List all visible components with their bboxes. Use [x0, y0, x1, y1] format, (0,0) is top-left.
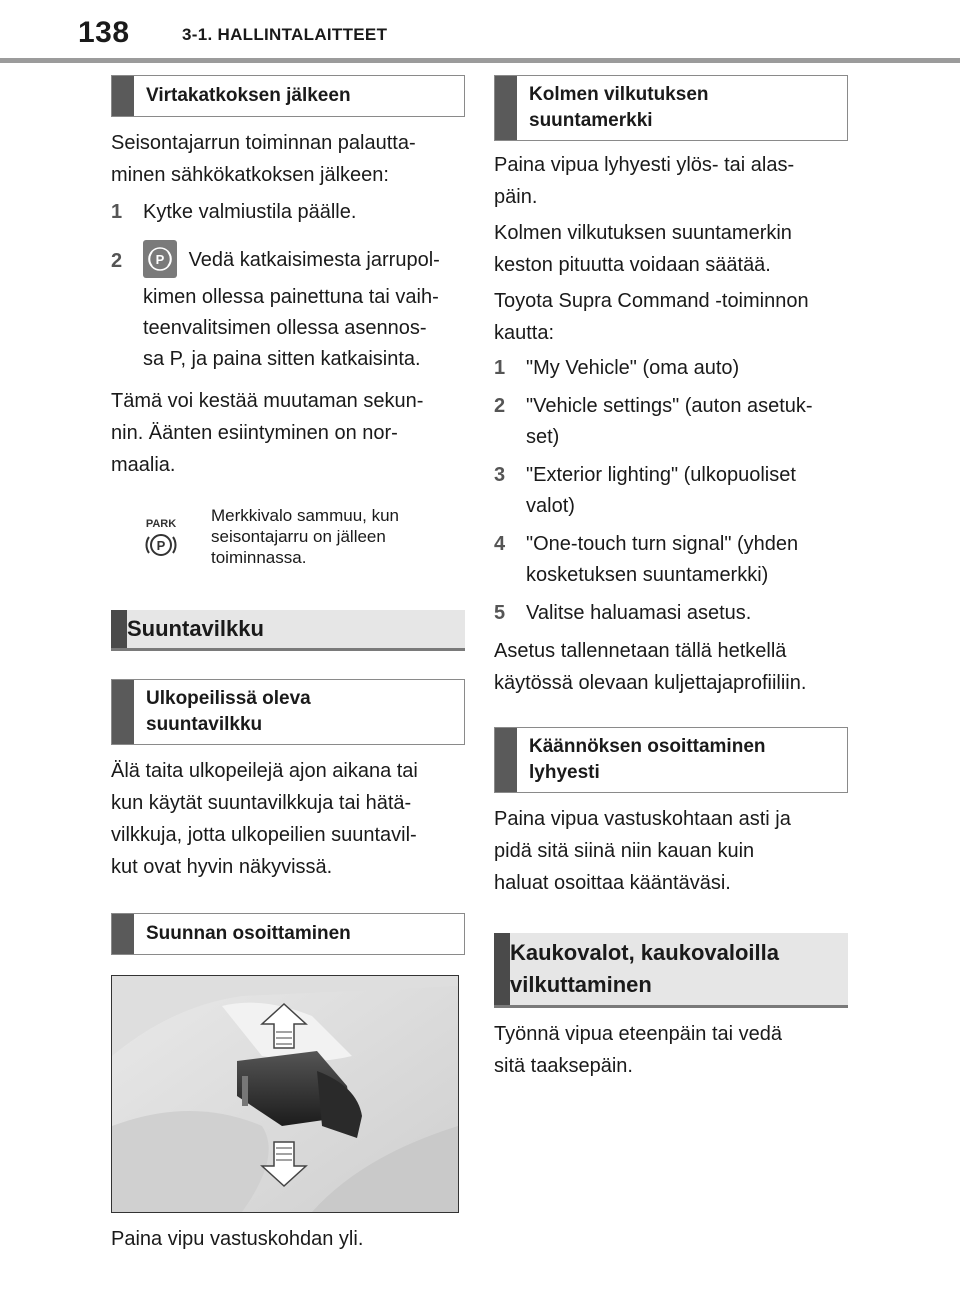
paragraph: [494, 149, 848, 213]
subheading-box-mirror-signal: [111, 679, 465, 745]
step-number: 1: [494, 357, 506, 379]
text-line: Kolmen vilkutuksen suuntamerkin: [494, 222, 792, 244]
step-number: 1: [111, 201, 123, 223]
text-line: nin. Äänten esiintyminen on nor-: [111, 422, 398, 444]
chapter-title: 3-1. HALLINTALAITTEET: [182, 25, 388, 44]
step-number: 5: [494, 602, 506, 624]
after-paragraph: [111, 385, 465, 481]
step-text: "My Vehicle" (oma auto): [526, 357, 740, 379]
subheading-text: [517, 729, 778, 791]
step-text: Kytke valmiustila päälle.: [143, 201, 357, 223]
step-text: Valitse haluamasi asetus.: [526, 602, 752, 624]
parking-brake-switch-icon: [143, 240, 177, 278]
text-line: keston pituutta voidaan säätää.: [494, 254, 771, 276]
text-line: Kolmen vilkutuksen: [529, 84, 709, 105]
subheading-text: [517, 77, 721, 139]
subheading-box-direction: [111, 913, 465, 955]
text-line: Vedä katkaisimesta jarrupol-: [188, 249, 440, 271]
text-line: vilkuttaminen: [510, 972, 652, 997]
text-line: Asetus tallennetaan tällä hetkellä: [494, 640, 787, 662]
text-line: Työnnä vipua eteenpäin tai vedä: [494, 1023, 782, 1045]
step-number: 4: [494, 533, 506, 555]
steps-list: [111, 197, 465, 375]
subheading-bar: [112, 914, 134, 954]
step-number: 2: [494, 395, 506, 417]
text-line: suuntavilkku: [146, 714, 263, 735]
text-line: kut ovat hyvin näkyvissä.: [111, 856, 333, 878]
text-line: Paina vipua lyhyesti ylös- tai alas-: [494, 154, 795, 176]
subheading-box-short-indication: [494, 727, 848, 793]
text-line: käytössä olevaan kuljettajaprofiiliin.: [494, 672, 807, 694]
step-text: "One-touch turn signal" (yhden kosketuksen suuntamerkki): [526, 533, 799, 586]
section-heading-turn-signal: [111, 610, 465, 651]
subheading-bar: [495, 728, 517, 792]
section-text: [510, 937, 779, 1001]
right-column: [494, 75, 848, 1082]
section-bar: [111, 610, 127, 648]
paragraph: [494, 217, 848, 281]
text-line: Ulkopeilissä oleva: [146, 688, 311, 709]
step-item: [494, 391, 848, 453]
settings-steps-list: [494, 353, 848, 629]
paragraph: [494, 285, 848, 349]
text-line: pidä sitä siinä niin kauan kuin: [494, 840, 755, 862]
subheading-text: Virtakatkoksen jälkeen: [146, 85, 351, 106]
step-item: [111, 197, 465, 228]
text-line: sa P, ja paina sitten katkaisinta.: [143, 348, 421, 370]
paragraph: [494, 1018, 848, 1082]
subheading-box-three-blink: [494, 75, 848, 141]
text-line: maalia.: [111, 454, 176, 476]
paragraph: [494, 803, 848, 899]
step-number: 2: [111, 250, 123, 272]
text-line: Älä taita ulkopeilejä ajon aikana tai: [111, 760, 418, 782]
subheading-bar: [112, 76, 134, 116]
turn-signal-lever-figure: [111, 975, 459, 1213]
intro-paragraph: [111, 127, 465, 191]
header-rule: [0, 58, 960, 63]
mirror-paragraph: [111, 755, 465, 883]
text-line: seisontajarru on jälleen: [211, 527, 386, 546]
text-line: Merkkivalo sammuu, kun: [211, 506, 400, 525]
text-line: Käännöksen osoittaminen: [529, 736, 766, 757]
text-line: kimen ollessa painettuna tai vaih-: [143, 286, 439, 308]
step-text: "Vehicle settings" (auton asetuk- set): [526, 395, 813, 448]
subheading-text: [134, 681, 323, 743]
park-indicator-label: PARK: [145, 518, 177, 530]
text-line: päin.: [494, 186, 538, 208]
text-line: teenvalitsimen ollessa asennos-: [143, 317, 427, 339]
text-line: kun käytät suuntavilkkuja tai hätä-: [111, 792, 412, 814]
figure-caption: Paina vipu vastuskohdan yli.: [111, 1228, 364, 1250]
park-indicator-icon: [111, 499, 211, 559]
step-item: [494, 460, 848, 522]
text-line: Paina vipua vastuskohtaan asti ja: [494, 808, 791, 830]
paragraph: [494, 635, 848, 699]
step-item: [494, 353, 848, 384]
text-line: lyhyesti: [529, 762, 600, 783]
indicator-note: [111, 499, 465, 568]
text-line: minen sähkökatkoksen jälkeen:: [111, 164, 389, 186]
text-line: Seisontajarrun toiminnan palautta-: [111, 132, 416, 154]
text-line: sitä taaksepäin.: [494, 1055, 633, 1077]
subheading-bar: [112, 680, 134, 744]
section-text: Suuntavilkku: [127, 616, 264, 641]
text-line: Kaukovalot, kaukovaloilla: [510, 940, 779, 965]
section-bar: [494, 933, 510, 1005]
lever-illustration: [112, 976, 458, 1212]
subheading-text: Suunnan osoittaminen: [146, 923, 351, 944]
subheading-bar: [495, 76, 517, 140]
subheading-box-power-outage: [111, 75, 465, 117]
step-number: 3: [494, 464, 506, 486]
svg-text:P: P: [156, 538, 166, 553]
text-line: kautta:: [494, 322, 555, 344]
step-item: [494, 598, 848, 629]
page-number: 138: [78, 16, 130, 49]
svg-text:P: P: [155, 251, 165, 267]
left-column: [111, 75, 465, 1255]
text-line: toiminnassa.: [211, 548, 307, 567]
text-line: Toyota Supra Command -toiminnon: [494, 290, 809, 312]
step-text: [143, 238, 465, 375]
section-heading-high-beam: [494, 933, 848, 1008]
step-text: "Exterior lighting" (ulkopuoliset valot): [526, 464, 796, 517]
step-item: [111, 238, 465, 375]
text-line: Tämä voi kestää muutaman sekun-: [111, 390, 424, 412]
step-item: [494, 529, 848, 591]
text-line: vilkkuja, jotta ulkopeilien suuntavil-: [111, 824, 417, 846]
text-line: suuntamerkki: [529, 110, 653, 131]
note-text: [211, 499, 399, 568]
text-line: haluat osoittaa kääntäväsi.: [494, 872, 731, 894]
